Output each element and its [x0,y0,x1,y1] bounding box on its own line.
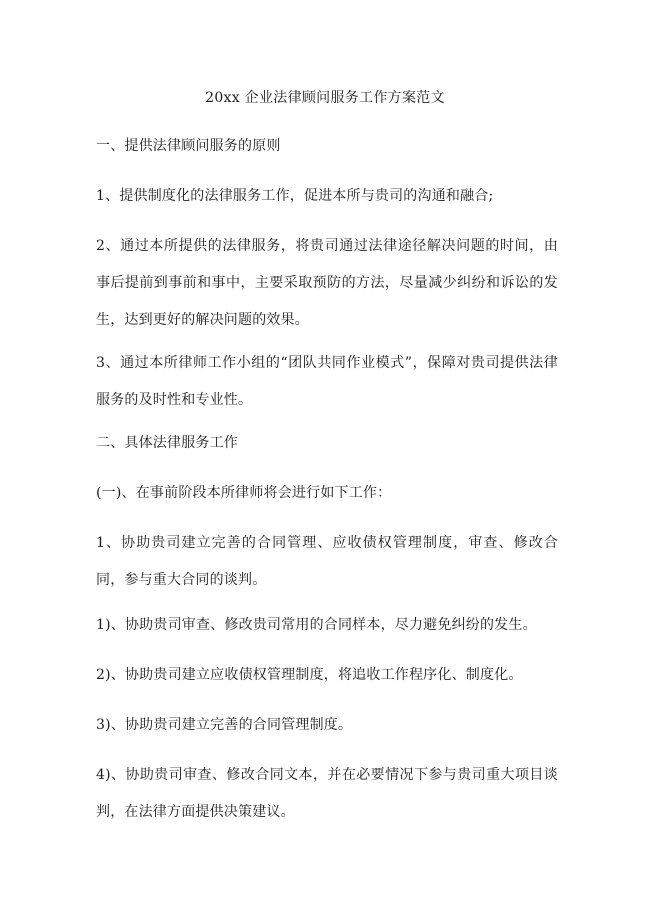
paragraph-service-1-4: 4)、协助贵司审查、修改合同文本，并在必要情况下参与贵司重大项目谈判，在法律方面提供决策建议。 [96,767,558,820]
subsection-heading-pre-stage: (一)、在事前阶段本所律师将会进行如下工作： [96,485,392,501]
paragraph-principle-3: 3、通过本所律师工作小组的“团队共同作业模式”，保障对贵司提供法律服务的及时性和专业性。 [96,355,558,408]
section-heading-services: 二、具体法律服务工作 [96,435,238,451]
paragraph-service-1-1: 1)、协助贵司审查、修改贵司常用的合同样本，尽力避免纠纷的发生。 [96,617,537,633]
document-title: 20xx 企业法律顾问服务工作方案范文 [205,90,445,106]
paragraph-principle-1: 1、提供制度化的法律服务工作，促进本所与贵司的沟通和融合; [96,188,494,204]
paragraph-service-1: 1、协助贵司建立完善的合同管理、应收债权管理制度，审查、修改合同，参与重大合同的谈判。 [96,535,558,588]
paragraph-service-1-3: 3)、协助贵司建立完善的合同管理制度。 [96,717,353,733]
paragraph-principle-2: 2、通过本所提供的法律服务，将贵司通过法律途径解决问题的时间，由事后提前到事前和事中，主要采取预防的方法，尽量减少纠纷和诉讼的发生，达到更好的解决问题的效果。 [96,238,558,328]
paragraph-service-1-2: 2)、协助贵司建立应收债权管理制度，将追收工作程序化、制度化。 [96,667,523,683]
section-heading-principles: 一、提供法律顾问服务的原则 [96,138,281,154]
